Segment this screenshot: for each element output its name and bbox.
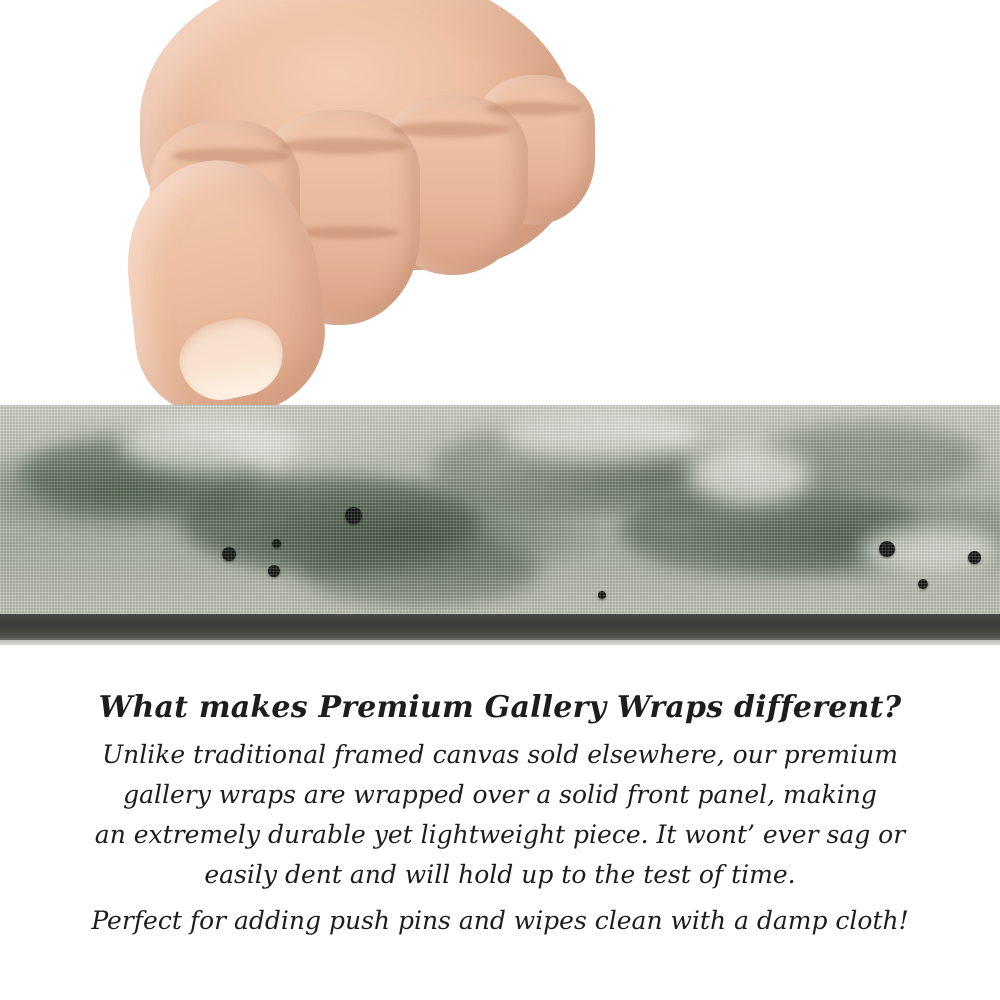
caption-line: easily dent and will hold up to the test of time.	[204, 860, 796, 889]
canvas-weave-texture	[0, 405, 1000, 617]
knuckle-crease	[280, 138, 408, 154]
canvas-side-edge	[0, 614, 1000, 640]
canvas-drop-shadow	[0, 638, 1000, 645]
caption-line: an extremely durable yet lightweight piece. It wont’ ever sag or	[94, 820, 906, 849]
knuckle-crease	[486, 102, 582, 115]
caption-line: gallery wraps are wrapped over a solid front panel, making	[123, 780, 877, 809]
caption-body	[0, 735, 1000, 941]
caption-heading: What makes Premium Gallery Wraps different?	[98, 690, 902, 725]
thumbnail	[173, 310, 291, 408]
caption-closing-line: Perfect for adding push pins and wipes clean with a damp cloth!	[91, 906, 909, 935]
caption-line: Unlike traditional framed canvas sold elsewhere, our premium	[102, 740, 898, 769]
knuckle-crease	[296, 226, 400, 239]
knuckle-crease	[392, 122, 510, 137]
caption-block	[0, 690, 1000, 941]
canvas-wrap-edge	[0, 405, 1000, 617]
hand-illustration	[120, 0, 590, 440]
